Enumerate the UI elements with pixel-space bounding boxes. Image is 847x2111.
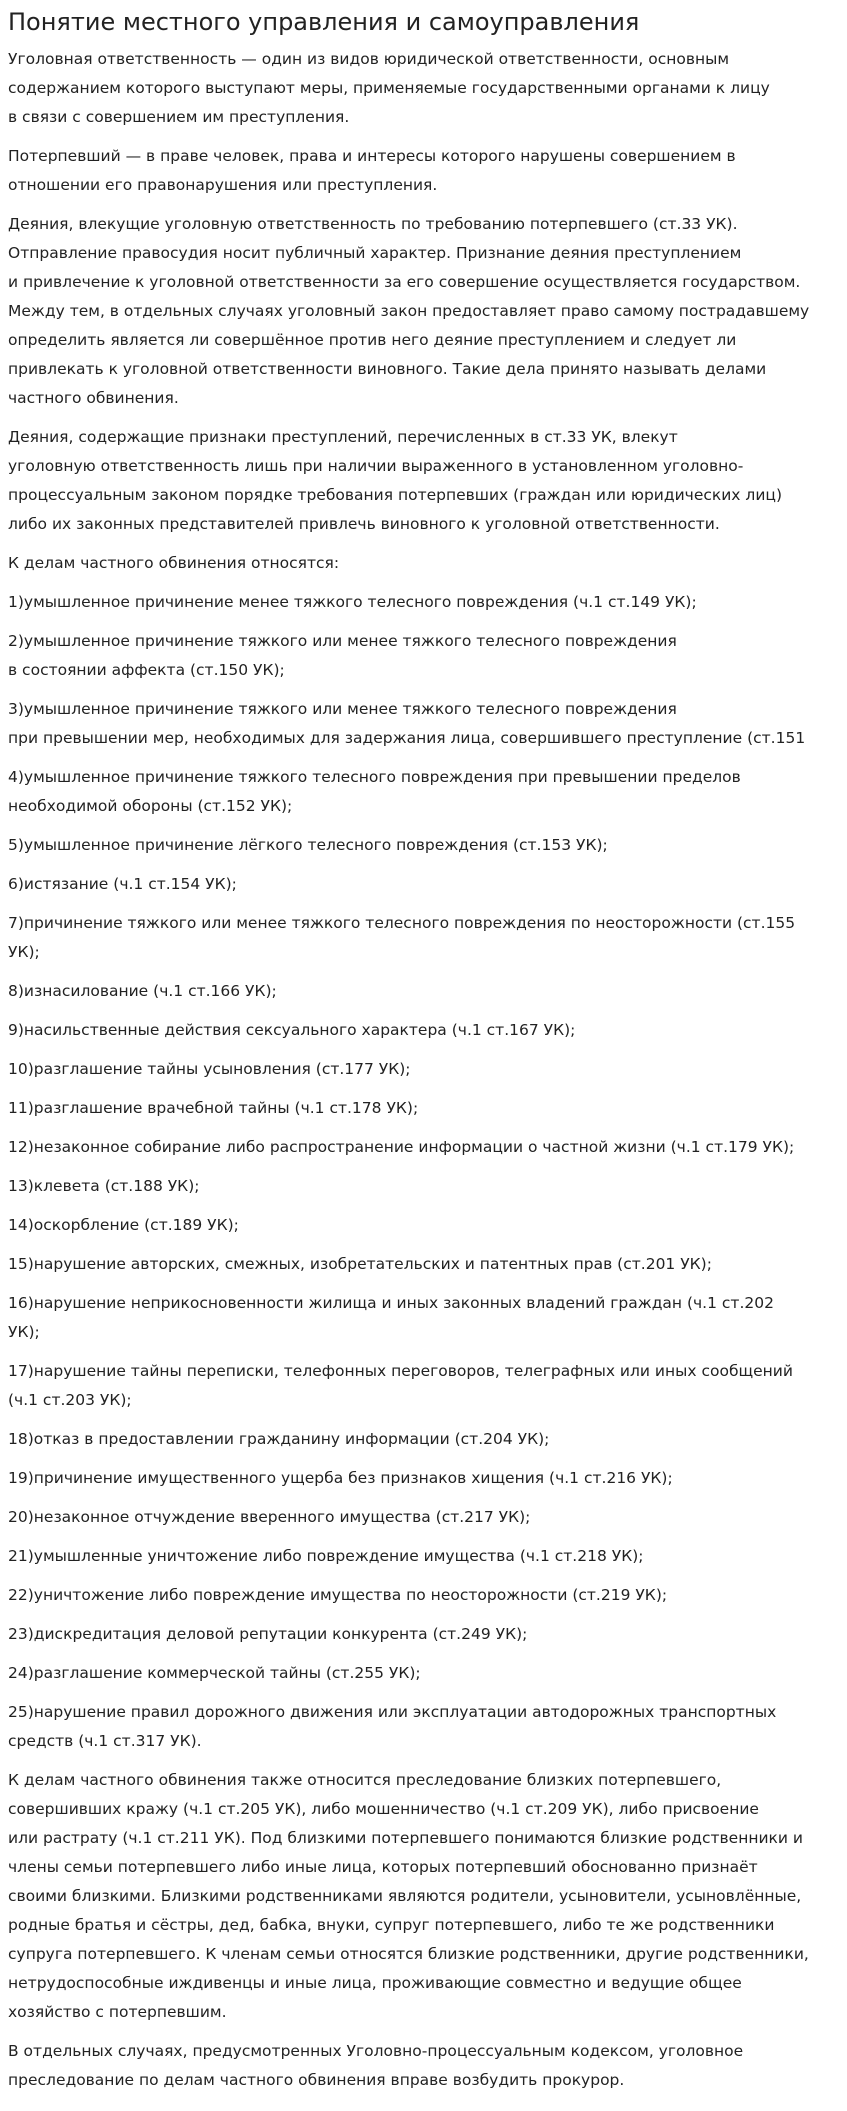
outro-section [8, 1766, 839, 2095]
list-item: 3)умышленное причинение тяжкого или менее тяжкого телесного повреждения при превышении мер, необходимых для задержания лица, совершившего преступление (ст.151 [8, 700, 806, 747]
list-item: 16)нарушение неприкосновенности жилища и иных законных владений граждан (ч.1 ст.202 УК); [8, 1294, 774, 1341]
paragraph-criminal-liability: Уголовная ответственность — один из видов юридической ответственности, основным содержанием которого выступают меры, применяемые государственными органами к лицу в связи с совершением им преступления. [8, 50, 770, 126]
list-item: 6)истязание (ч.1 ст.154 УК); [8, 875, 237, 893]
list-item: 14)оскорбление (ст.189 УК); [8, 1216, 239, 1234]
paragraph-acts-by-request: Деяния, влекущие уголовную ответственность по требованию потерпевшего (ст.33 УК). Отправление правосудия носит публичный характер. Признание деяния преступлением и привлечение к уголовной ответственности за его совершение осуществляется государством. Между тем, в отдельных случаях уголовный закон предоставляет право самому пострадавшему определить является ли совершённое против него деяние преступлением и следует ли привлекать к уголовной ответственности виновного. Такие дела принято называть делами частного обвинения. [8, 215, 810, 407]
paragraph-relatives: К делам частного обвинения также относится преследование близких потерпевшего, совершивших кражу (ч.1 ст.205 УК), либо мошенничество (ч.1 ст.209 УК), либо присвоение или растрату (ч.1 ст.211 УК). Под близкими потерпевшего понимаются близкие родственники и члены семьи потерпевшего либо иные лица, которых потерпевший обоснованно признаёт своими близкими. Близкими родственниками являются родители, усыновители, усыновлённые, родные братья и сёстры, дед, бабка, внуки, супруг потерпевшего, либо те же родственники супруга потерпевшего. К членам семьи относятся близкие родственники, другие родственники, нетрудоспособные иждивенцы и иные лица, проживающие совместно и ведущие общее хозяйство с потерпевшим. [8, 1771, 809, 2021]
list-item: 7)причинение тяжкого или менее тяжкого телесного повреждения по неосторожности (ст.155 УК); [8, 914, 796, 961]
list-item: 11)разглашение врачебной тайны (ч.1 ст.178 УК); [8, 1099, 419, 1117]
page-title: Понятие местного управления и самоуправления [8, 8, 640, 36]
list-item: 1)умышленное причинение менее тяжкого телесного повреждения (ч.1 ст.149 УК); [8, 593, 697, 611]
paragraph-prosecutor: В отдельных случаях, предусмотренных Уголовно-процессуальным кодексом, уголовное преследование по делам частного обвинения вправе возбудить прокурор. [8, 2042, 744, 2089]
private-prosecution-list [8, 588, 839, 1756]
list-item: 25)нарушение правил дорожного движения или эксплуатации автодорожных транспортных средств (ч.1 ст.317 УК). [8, 1703, 777, 1750]
paragraph-acts-features: Деяния, содержащие признаки преступлений, перечисленных в ст.33 УК, влекут уголовную ответственность лишь при наличии выраженного в установленном уголовно- процессуальным законом порядке требования потерпевших (граждан или юридических лиц) либо их законных представителей привлечь виновного к уголовной ответственности. [8, 428, 782, 533]
list-item: 21)умышленные уничтожение либо повреждение имущества (ч.1 ст.218 УК); [8, 1547, 644, 1565]
list-item: 22)уничтожение либо повреждение имущества по неосторожности (ст.219 УК); [8, 1586, 668, 1604]
paragraph-list-intro: К делам частного обвинения относятся: [8, 554, 340, 572]
list-item: 19)причинение имущественного ущерба без признаков хищения (ч.1 ст.216 УК); [8, 1469, 673, 1487]
list-item: 2)умышленное причинение тяжкого или менее тяжкого телесного повреждения в состоянии аффекта (ст.150 УК); [8, 632, 677, 679]
list-item: 15)нарушение авторских, смежных, изобретательских и патентных прав (ст.201 УК); [8, 1255, 712, 1273]
list-item: 18)отказ в предоставлении гражданину информации (ст.204 УК); [8, 1430, 550, 1448]
list-item: 13)клевета (ст.188 УК); [8, 1177, 200, 1195]
list-item: 10)разглашение тайны усыновления (ст.177 УК); [8, 1060, 411, 1078]
list-item: 4)умышленное причинение тяжкого телесного повреждения при превышении пределов необходимой обороны (ст.152 УК); [8, 768, 741, 815]
list-item: 9)насильственные действия сексуального характера (ч.1 ст.167 УК); [8, 1021, 576, 1039]
list-item: 8)изнасилование (ч.1 ст.166 УК); [8, 982, 277, 1000]
list-item: 23)дискредитация деловой репутации конкурента (ст.249 УК); [8, 1625, 528, 1643]
paragraph-victim: Потерпевший — в праве человек, права и интересы которого нарушены совершением в отношении его правонарушения или преступления. [8, 147, 736, 194]
list-item: 17)нарушение тайны переписки, телефонных переговоров, телеграфных или иных сообщений (ч.1 ст.203 УК); [8, 1362, 793, 1409]
intro-section [8, 45, 839, 578]
list-item: 20)незаконное отчуждение вверенного имущества (ст.217 УК); [8, 1508, 531, 1526]
list-item: 5)умышленное причинение лёгкого телесного повреждения (ст.153 УК); [8, 836, 608, 854]
list-item: 24)разглашение коммерческой тайны (ст.255 УК); [8, 1664, 421, 1682]
list-item: 12)незаконное собирание либо распространение информации о частной жизни (ч.1 ст.179 УК); [8, 1138, 795, 1156]
